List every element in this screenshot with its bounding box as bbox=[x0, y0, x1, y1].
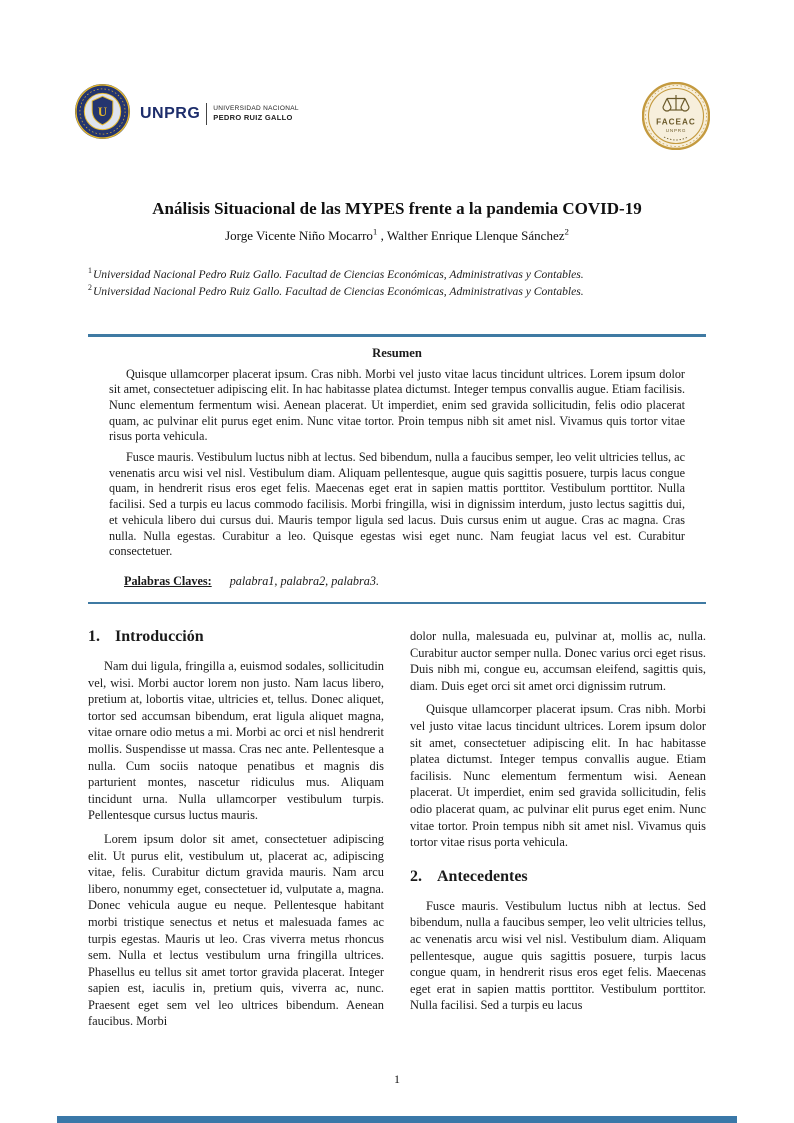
footer-bar bbox=[57, 1116, 737, 1123]
section-heading-introduccion bbox=[88, 628, 384, 646]
unprg-name-line2: PEDRO RUIZ GALLO bbox=[213, 113, 293, 123]
affiliation-line-1 bbox=[88, 266, 706, 283]
author-sup-2: 2 bbox=[564, 226, 569, 237]
affiliation-sup-2: 2 bbox=[88, 283, 92, 293]
section-number: 2. bbox=[410, 867, 422, 885]
abstract-heading: Resumen bbox=[372, 345, 422, 360]
faceac-seal-icon bbox=[642, 82, 710, 150]
unprg-divider bbox=[206, 103, 207, 125]
keywords-row bbox=[88, 574, 706, 589]
page-number: 1 bbox=[394, 1072, 400, 1086]
column-right bbox=[410, 628, 706, 1030]
affiliation-sup-1: 1 bbox=[88, 266, 92, 276]
unprg-name-line1: UNIVERSIDAD NACIONAL bbox=[213, 105, 299, 113]
abstract-rule-bottom bbox=[88, 602, 706, 605]
title-block bbox=[0, 199, 794, 244]
keywords-text: palabra1, palabra2, palabra3. bbox=[229, 573, 379, 588]
unprg-seal-icon bbox=[74, 83, 131, 145]
body-paragraph: Nam dui ligula, fringilla a, euismod sodales, sollicitudin vel, wisi. Morbi auctor lorem non justo. Nam lacus libero, pretium at, lobortis vitae, ultricies et, tellus. Donec aliquet, tortor sed accumsan bibendum, erat ligula aliquet magna, vitae ornare odio metus a mi. Morbi ac orci et nisl hendrerit mollis. Suspendisse ut massa. Cras nec ante. Pellentesque a nulla. Cum sociis natoque penatibus et magnis dis parturient montes, nascetur ridiculus mus. Aliquam tincidunt urna. Nulla ullamcorper vestibulum turpis. Pellentesque cursus luctus mauris. bbox=[88, 659, 384, 823]
affiliation-line-2 bbox=[88, 283, 706, 300]
abstract-body bbox=[88, 367, 706, 560]
faceac-logo bbox=[642, 82, 710, 155]
abstract-paragraph-1: Quisque ullamcorper placerat ipsum. Cras nibh. Morbi vel justo vitae lacus tincidunt ultrices. Lorem ipsum dolor sit amet, consectetuer adipiscing elit. In hac habitasse platea dictumst. Integer tempus convallis augue. Etiam facilisis. Nunc elementum fermentum wisi. Aenean placerat. Ut imperdiet, enim sed gravida sollicitudin, felis odio placerat quam, ac pulvinar elit purus eget enim. Nunc vitae tortor. Proin tempus nibh sit amet nisl. Vivamus quis tortor vitae risus porta vehicula. bbox=[109, 366, 685, 444]
body-paragraph: Lorem ipsum dolor sit amet, consectetuer adipiscing elit. Ut purus elit, vestibulum ut, placerat ac, adipiscing vitae, felis. Curabitur dictum gravida mauris. Nam arcu libero, nonummy eget, consectetuer id, vulputate a, magna. Donec vehicula augue eu neque. Pellentesque habitant morbi tristique senectus et netus et malesuada fames ac turpis egestas. Mauris ut leo. Cras viverra metus rhoncus sem. Nulla et lectus vestibulum urna fringilla ultrices. Phasellus eu tellus sit amet tortor gravida placerat. Integer sapien est, iaculis in, pretium quis, viverra ac, nunc. Praesent eget sem vel leo ultrices bibendum. Aenean faucibus. Morbi bbox=[88, 831, 384, 1029]
affiliations bbox=[88, 266, 706, 300]
unprg-name bbox=[213, 105, 298, 123]
unprg-logo bbox=[74, 83, 299, 145]
unprg-acronym: UNPRG bbox=[140, 105, 201, 122]
section-heading-antecedentes bbox=[410, 868, 706, 886]
paper-title: Análisis Situacional de las MYPES frente a la pandemia COVID-19 bbox=[152, 199, 642, 218]
author-name-1: Jorge Vicente Niño Mocarro bbox=[225, 228, 373, 243]
author-sup-1: 1 bbox=[372, 226, 378, 237]
body-paragraph: Fusce mauris. Vestibulum luctus nibh at lectus. Sed bibendum, nulla a faucibus semper, leo velit ultricies tellus, ac venenatis arcu wisi vel nisl. Vestibulum diam. Aliquam pellentesque, augue quis sagittis posuere, turpis lacus congue quam, in hendrerit risus eros eget felis. Maecenas eget erat in sapien mattis porttitor. Vestibulum porttitor. Nulla facilisi. Sed a turpis eu lacus bbox=[410, 898, 706, 1013]
section-number: 1. bbox=[88, 628, 100, 645]
abstract-rule-top bbox=[88, 334, 706, 337]
svg-text:U: U bbox=[97, 104, 108, 119]
authors-line bbox=[0, 228, 794, 244]
section-title: Antecedentes bbox=[437, 867, 528, 885]
affiliation-text-1: Universidad Nacional Pedro Ruiz Gallo. Facultad de Ciencias Económicas, Administrativas y Contables. bbox=[92, 268, 584, 281]
body-paragraph-continuation: dolor nulla, malesuada eu, pulvinar at, mollis ac, nulla. Curabitur auctor semper nulla. Donec varius orci eget risus. Duis nibh mi, congue eu, accumsan eleifend, sagittis quis, diam. Duis eget orci sit amet orci dignissim rutrum. bbox=[410, 629, 706, 693]
svg-text:UNPRG: UNPRG bbox=[665, 128, 687, 133]
column-left bbox=[88, 628, 384, 1030]
abstract-block bbox=[88, 334, 706, 604]
body-paragraph: Quisque ullamcorper placerat ipsum. Cras nibh. Morbi vel justo vitae lacus tincidunt ultrices. Lorem ipsum dolor sit amet, consectetuer adipiscing elit. In hac habitasse platea dictumst. Integer tempus convallis augue. Etiam facilisis. Nunc elementum fermentum wisi. Aenean placerat. Ut imperdiet, enim sed gravida sollicitudin, felis odio placerat quam, ac pulvinar elit purus eget enim. Nunc vitae tortor. Proin tempus nibh sit amet nisl. Vivamus quis tortor vitae risus porta vehicula. bbox=[410, 702, 706, 850]
keywords-label: Palabras Claves: bbox=[124, 573, 212, 588]
author-name-2: Walther Enrique Llenque Sánchez bbox=[386, 228, 565, 243]
affiliation-text-2: Universidad Nacional Pedro Ruiz Gallo. Facultad de Ciencias Económicas, Administrativas y Contables. bbox=[92, 285, 584, 298]
svg-text:FACEAC: FACEAC bbox=[656, 117, 696, 127]
section-title: Introducción bbox=[115, 628, 204, 645]
authors-separator: , bbox=[377, 228, 387, 243]
abstract-paragraph-2: Fusce mauris. Vestibulum luctus nibh at lectus. Sed bibendum, nulla a faucibus semper, leo velit ultricies tellus, ac venenatis arcu wisi vel nisl. Vestibulum diam. Aliquam pellentesque, augue quis sagittis posuere, turpis lacus congue quam, in hendrerit risus eros eget felis. Maecenas eget erat in sapien mattis porttitor. Vestibulum porttitor. Nulla facilisi. Sed a turpis eu lacus commodo facilisis. Morbi fringilla, wisi in dignissim interdum, justo lectus sagittis dui, et vehicula libero dui cursus dui. Mauris tempor ligula sed lacus. Duis cursus enim ut augue. Cras ac magna. Cras nulla. Nulla egestas. Curabitur a leo. Quisque egestas wisi eget nunc. Nam feugiat lacus vel est. Curabitur consectetuer. bbox=[109, 450, 685, 559]
body-columns bbox=[88, 628, 706, 1030]
